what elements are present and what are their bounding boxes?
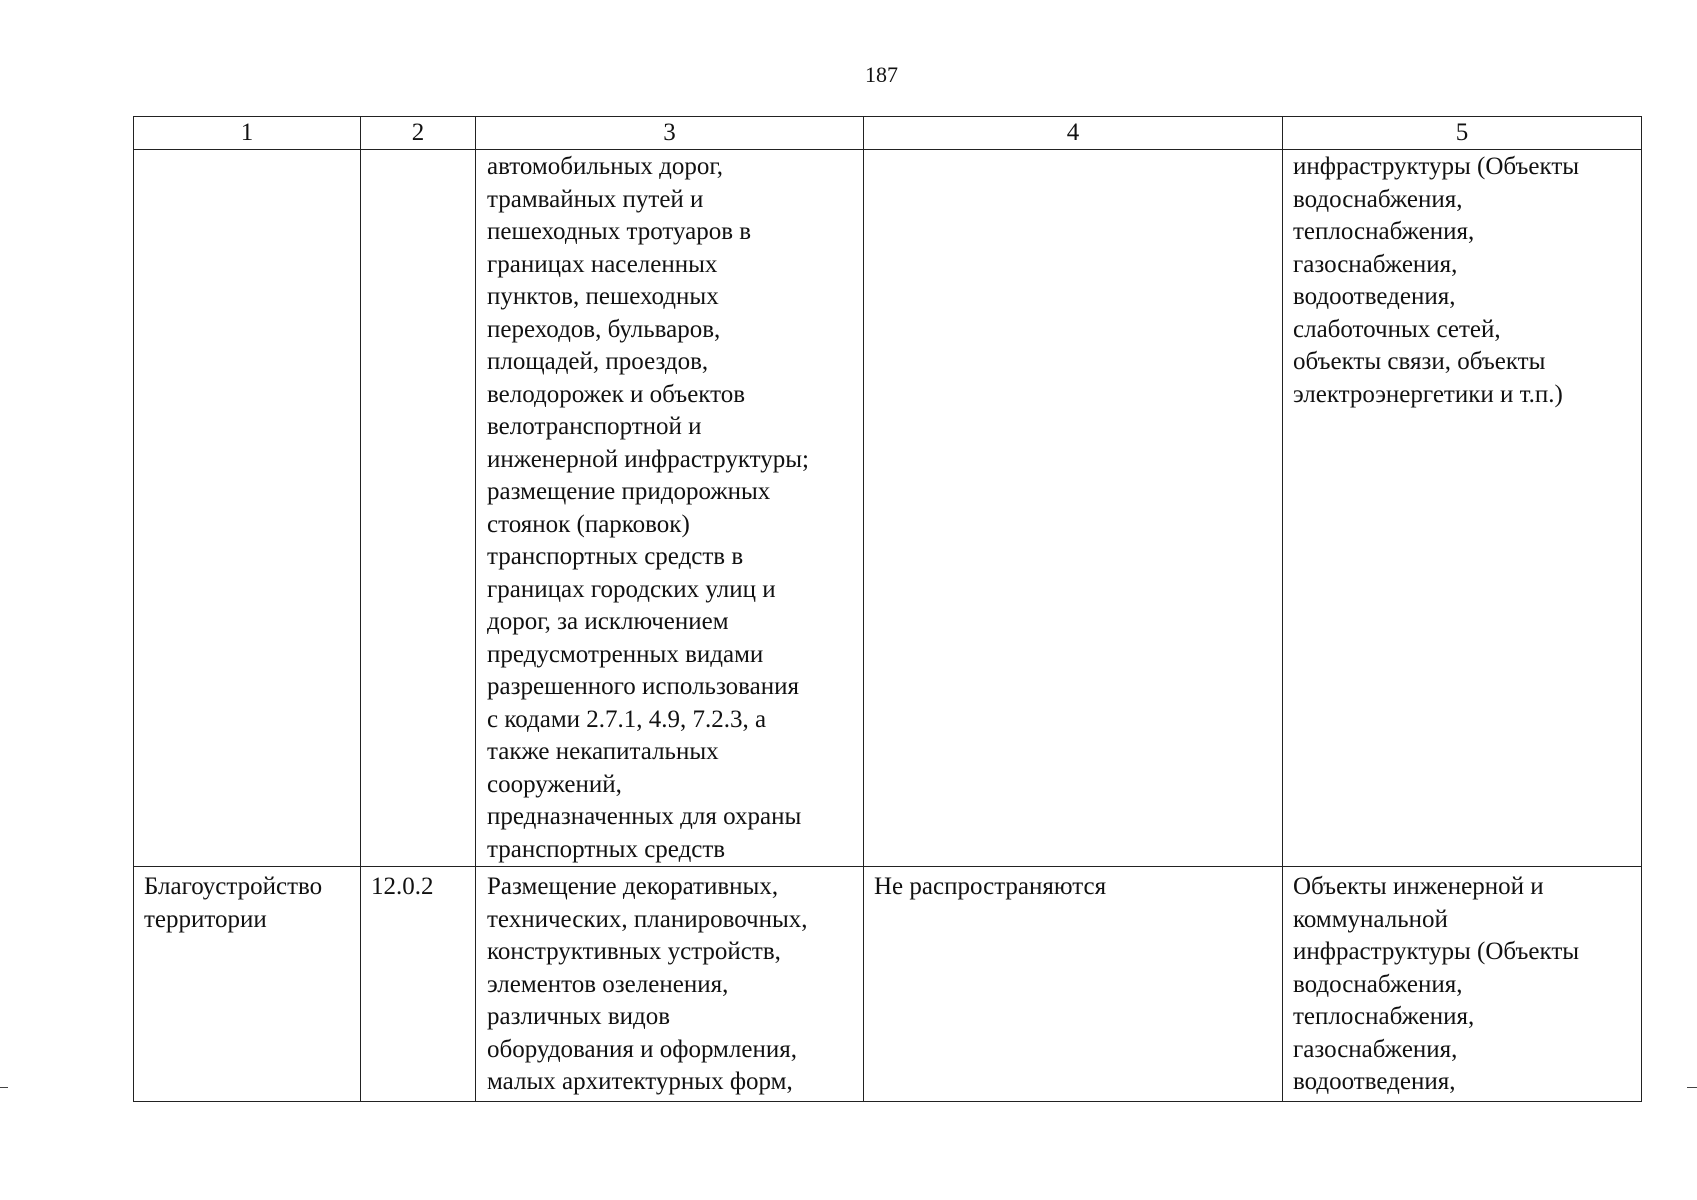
cell-use-code: 12.0.2 [361, 867, 476, 1102]
table-header [134, 117, 1642, 150]
cell-use-code [361, 150, 476, 867]
cell-use-description: Размещение декоративных, технических, планировочных, конструктивных устройств, элементов озеленения, различных видов оборудования и оформления, малых архитектурных форм, [476, 867, 864, 1102]
cell-use-name: Благоустройство территории [134, 867, 361, 1102]
page-number: 187 [865, 62, 898, 87]
cell-permitted-objects: Объекты инженерной и коммунальной инфраструктуры (Объекты водоснабжения, теплоснабжения, газоснабжения, водоотведения, [1283, 867, 1642, 1102]
header-col-2: 2 [361, 117, 476, 150]
cell-permitted-objects: инфраструктуры (Объекты водоснабжения, теплоснабжения, газоснабжения, водоотведения, слаботочных сетей, объекты связи, объекты электроэнергетики и т.п.) [1283, 150, 1642, 867]
table-row-continuation [134, 150, 1642, 867]
header-col-3: 3 [476, 117, 864, 150]
right-edge-mark [1687, 1087, 1697, 1088]
table-row-landscaping [134, 867, 1642, 1102]
left-edge-mark [0, 1087, 8, 1088]
cell-restrictions [864, 150, 1283, 867]
header-col-1: 1 [134, 117, 361, 150]
header-col-5: 5 [1283, 117, 1642, 150]
cell-use-description: автомобильных дорог, трамвайных путей и пешеходных тротуаров в границах населенных пунктов, пешеходных переходов, бульваров, площадей, проездов, велодорожек и объектов велотранспортной и инженерной инфраструктуры; размещение придорожных стоянок (парковок) транспортных средств в границах городских улиц и дорог, за исключением предусмотренных видами разрешенного использования с кодами 2.7.1, 4.9, 7.2.3, а также некапитальных сооружений, предназначенных для охраны транспортных средств [476, 150, 864, 867]
header-row [134, 117, 1642, 150]
land-use-table [133, 116, 1642, 1102]
cell-use-name [134, 150, 361, 867]
header-col-4: 4 [864, 117, 1283, 150]
cell-restrictions: Не распространяются [864, 867, 1283, 1102]
